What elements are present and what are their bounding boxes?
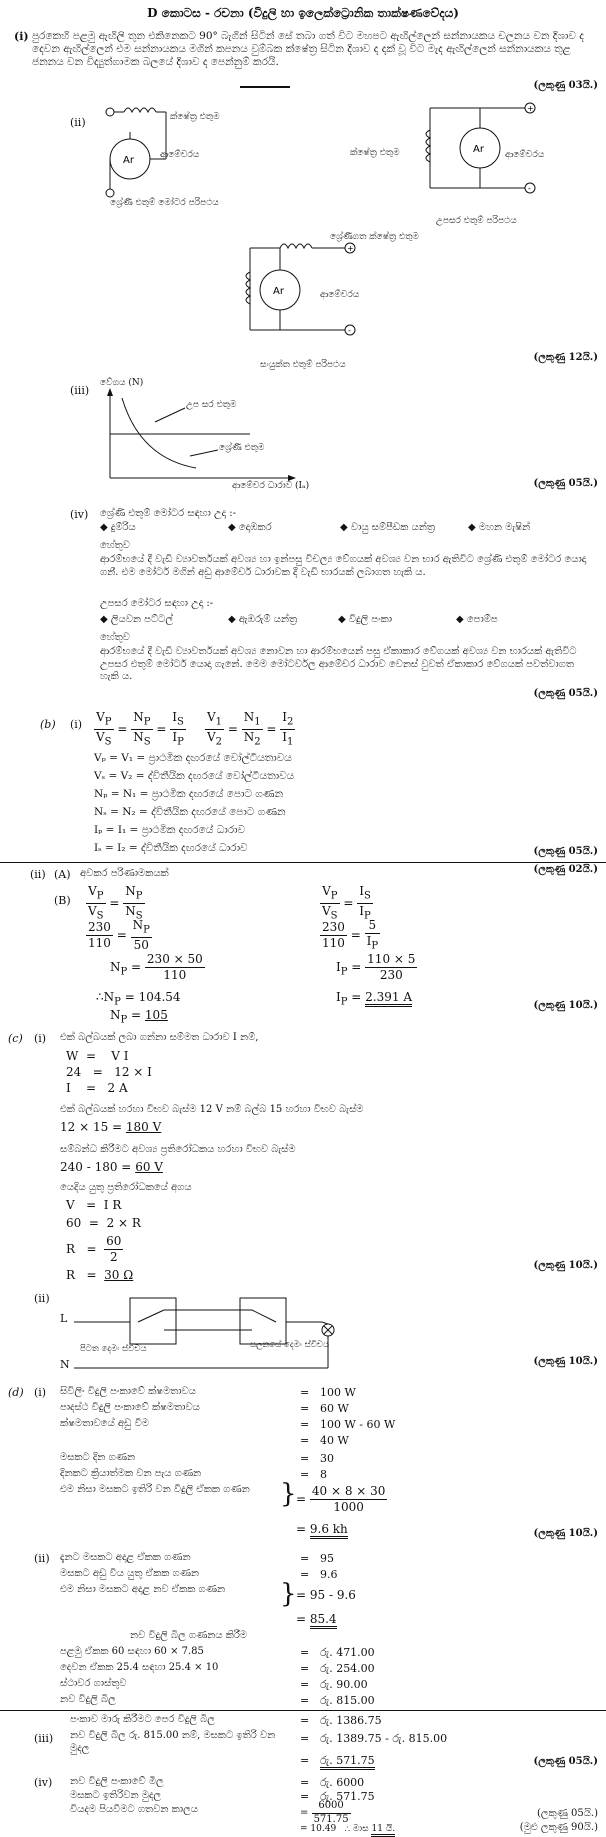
question-number: (ii) (30, 868, 46, 881)
example-item: ◆ දුම්රිය (100, 522, 136, 533)
data-row-label: දැනට මසකට අදාළ ඒකක ගණන (60, 1552, 191, 1563)
question-number: (iv) (70, 508, 89, 521)
two-way-switch-1 (130, 1298, 176, 1344)
marks-label: (ලකුණු 05යි.) (533, 846, 598, 857)
equals: = (300, 1790, 310, 1803)
ohm-calc: 60 = 2 × R (66, 1216, 141, 1230)
armature-label: ආමේචරය (320, 290, 360, 300)
marks-label: (ලකුණු 12යි.) (533, 352, 598, 363)
bill-row-value: රු. 90.00 (320, 1678, 368, 1691)
answer-text: අවකර පරිණාමකයක් (80, 868, 169, 879)
page-title: D කොටස - රචනා (විදුලි හා ඉලෙක්ට්‍රොනික තාක්ෂණවේදය) (147, 6, 459, 20)
brace: } (280, 1479, 297, 1509)
total-marks-label: (මුළු ලකුණු 90යි.) (519, 1822, 598, 1833)
bill-row-value: රු. 254.00 (320, 1662, 375, 1675)
series-field-coil (280, 244, 312, 248)
calc-step: $\frac{230}{110}$ = $\frac{5}{I_P}$ (322, 918, 379, 952)
marks-label: (ලකුණු 05යි.) (533, 688, 598, 699)
marks-label: (ලකුණු 05යි.) (533, 1756, 598, 1767)
live-label: L (60, 1312, 68, 1325)
question-number: (iii) (70, 384, 90, 397)
calc-step: $N_P$ = $\frac{230 \times 50}{110}$ (110, 952, 203, 982)
data-row-label: මසකට අඩු විය යුතු ඒකක ගණන (60, 1568, 200, 1579)
equals: = (300, 1646, 310, 1659)
data-row-label: නව විදුලි බිල රු. 815.00 නම්, මසකට ඉතිරි වන මුදල (70, 1730, 276, 1754)
reason-heading: හේතුව (100, 540, 130, 551)
explanation-line: යෙදිය යුතු ප්‍රතිරෝධකයේ අගය (60, 1182, 192, 1193)
marks-label: (ලකුණු 10යි.) (533, 1000, 598, 1011)
definition-line: Vₛ = V₂ = ද්විතීයික දඟරයේ වෝල්ටීයතාවය (94, 770, 295, 782)
bill-row-label: පළමු ඒකක 60 සඳහා 60 × 7.85 (60, 1646, 204, 1657)
equals: = (300, 1678, 310, 1691)
series-curve-label: ශ්‍රේණි එතුම (219, 443, 265, 453)
calc-step: $\frac{V_P}{V_S}$ = $\frac{I_S}{I_P}$ (322, 884, 371, 922)
diagram-caption: ශ්‍රේණි එතුම් මෝටර පරිපථය (110, 198, 219, 208)
calc-result: $N_P = 105$ (110, 1008, 168, 1026)
field-coil-label: ශ්‍රේණිගත ක්ෂේත්‍ර එතුම (330, 232, 419, 242)
diagram-caption: සංයුක්ත එතුම් පරිපථය (260, 360, 346, 370)
data-row-value: 40 W (320, 1434, 349, 1447)
bill-row-label: ස්ථාවර ගාස්තුව (60, 1678, 127, 1689)
calc-step: $I_P$ = $\frac{110 \times 5}{230}$ (336, 952, 416, 982)
field-coil (124, 108, 156, 112)
data-row-label: පංකාව මාරු කිරීමට පෙර විදුලි බිල (70, 1714, 215, 1725)
bill-row-label: නව විදුලි බිල (60, 1694, 116, 1705)
example-item: ◆ ඇඹරුම් යන්ත්‍ර (228, 614, 298, 625)
data-row-value: රු. 1386.75 (320, 1714, 382, 1727)
definition-line: Iₛ = I₂ = ද්විතීයික දඟරයේ ධාරාව (94, 842, 248, 854)
field-coil-label: ක්ෂේත්‍ර එතුම (170, 112, 220, 122)
diagram-caption: උපසර එතුම් පරිපථය (436, 216, 517, 226)
two-way-switch-2 (240, 1298, 286, 1344)
data-row-label: මසකට දින ගණන (60, 1452, 136, 1463)
example-item: ◆ පොම්ප (456, 614, 498, 625)
question-number: (i) (34, 1386, 47, 1399)
calc-result: $I_P = 2.391$ A (336, 990, 413, 1008)
switch-label: පිටත දෙමං ස්විචය (80, 1344, 147, 1354)
example-item: ◆ වායු සම්පීඩක යන්ත්‍ර (340, 522, 436, 533)
ohm-result: R = 30 Ω (66, 1268, 134, 1282)
armature-label: ආමේචරය (160, 150, 200, 160)
question-number: (ii) (34, 1552, 50, 1565)
definition-line: Iₚ = I₁ = ප්‍රාථමික දඟරයේ ධාරාව (94, 824, 246, 836)
plus-sign: + (527, 104, 534, 113)
calc-step: රු. 1389.75 - රු. 815.00 (320, 1732, 448, 1745)
intro-text: එක් බල්බයක් ලබා ගන්නා සම්මත ධාරාව I නම්, (60, 1032, 259, 1043)
definition-line: Vₚ = V₁ = ප්‍රාථමික දඟරයේ වෝල්ටීයතාවය (94, 752, 292, 764)
equals: = (300, 1732, 310, 1745)
data-row-label: මසකට ඉතිරිවන මුදල (70, 1790, 162, 1801)
definition-line: Nₚ = N₁ = ප්‍රාථමික දඟරයේ පොට ගණන (94, 788, 284, 800)
marks-label: (ලකුණු 02යි.) (533, 864, 598, 875)
question-number: (i) (70, 718, 83, 731)
ohm-calc: R = $\frac{60}{2}$ (66, 1234, 122, 1264)
definition-line: Nₛ = N₂ = ද්විතීයික දඟරයේ පොට ගණන (94, 806, 286, 818)
marks-label: (ලකුණු 10යි.) (533, 1528, 598, 1539)
bill-heading: නව විදුලි බිල ගණනය කිරීම (130, 1630, 248, 1641)
calc-step: = $\frac{40 \times 8 \times 30}{1000}$ (296, 1484, 386, 1514)
reason-paragraph: ආරම්භයේ දී වැඩි ව්‍යාවර්තයක් අවශ්‍ය හා ඉන්පසු විචල්‍ය වේගයක් අවශ්‍ය වන භාර ඇතිවිට ශ්‍රේණි එතුම් මෝටර යොදා ගනී. එම මෝටර් මගින් අඩු ආමේචර් ධාරාවක දී වැඩි භාරයක් ලබාගත හැකි ය. (100, 554, 587, 578)
x-axis-label: ආමේචර ධාරාව (Iₐ) (232, 481, 310, 491)
marks-label: (ලකුණු 10යි.) (533, 1356, 598, 1367)
question-number: (i) (14, 30, 29, 43)
data-row-label: එම නිසා මසකට ඉතිරි වන විදුලි ඒකක ගණන (60, 1484, 250, 1495)
data-row-label: දිනකට ක්‍රියාත්මක වන පැය ගණන (60, 1468, 202, 1479)
calc-result: 12 × 15 = 180 V (60, 1120, 162, 1134)
speed-current-graph (100, 382, 300, 487)
data-row-label: වියදම පියවීමට ගතවන කාලය (70, 1804, 198, 1815)
neutral-label: N (60, 1358, 70, 1371)
divider (240, 86, 290, 88)
shunt-field-coil (246, 272, 250, 304)
marks-label: (ලකුණු 05යි.) (536, 1808, 598, 1819)
data-row-value: 95 (320, 1552, 334, 1565)
field-coil-label: ක්ෂේත්‍ර එතුම (350, 148, 400, 158)
brace: } (280, 1579, 297, 1609)
calc-step: = 95 - 9.6 (296, 1588, 356, 1602)
data-row-value: 9.6 (320, 1568, 338, 1581)
bill-row-value: රු. 815.00 (320, 1694, 375, 1707)
section-heading: ශ්‍රේණි එතුම් මෝටර සඳහා උදා :- (100, 508, 236, 519)
field-coil (426, 130, 430, 162)
example-item: ◆ දොඹකර (228, 522, 272, 533)
armature-label: Ar (123, 155, 134, 166)
marks-label: (ලකුණු 03යි.) (533, 80, 598, 91)
example-item: ◆ මහන මැෂින් (468, 522, 531, 533)
data-row-label: නව විදුලි පංකාවේ මිල (70, 1776, 164, 1787)
bill-row-value: රු. 471.00 (320, 1646, 375, 1659)
divider (0, 862, 606, 863)
question-number: (ii) (70, 116, 86, 129)
data-row-label: සිවිලිං විදුලි පංකාවේ ක්ෂමතාවය (60, 1386, 196, 1397)
plus-sign: + (347, 244, 354, 253)
example-item: ◆ විදුලි පංකා (338, 614, 393, 625)
sub-label: (A) (54, 868, 71, 881)
equals: = (300, 1386, 310, 1399)
data-row-value: 100 W (320, 1386, 356, 1399)
equals: = (300, 1452, 310, 1465)
calc-result: = 10.49 ∴ මාස 11 යි. (300, 1824, 395, 1835)
equals: = (300, 1434, 310, 1447)
calc-step: $\frac{V_P}{V_S}$ = $\frac{N_P}{N_S}$ (88, 884, 143, 922)
answer-paragraph: පුරකෙහි පළමු ඇඟිලි තුන එකිනෙකට 90° බැගින් සිටින් සේ තබා ගත් විට මහපට ඇඟිල්ලෙන් සන්නායකය චලනය වන දිශාව ද දෙවන ඇඟිල්ලෙන් එම සන්නායකය මගින් කපනය වුම්බක ක්ෂේත්‍ර සිටින දිශාව ද දක් වූ විට මැද ඇඟිල්ලෙන් සන්නායකය තුළ ජනනය වන විද්‍යුත්ගාමක බලයේ දිශාව ද පෙන්නුම් කරයි. (32, 30, 584, 69)
power-calc: W = V I 24 = 12 × I I = 2 A (66, 1049, 152, 1096)
question-number: (i) (34, 1032, 47, 1045)
part-label: (d) (8, 1386, 24, 1399)
equals: = (300, 1568, 310, 1581)
switch-label: සලනයේ දෙමං ස්විචය (250, 1340, 330, 1350)
armature-label: Ar (273, 286, 284, 297)
equals: = (300, 1402, 310, 1415)
equals: = (300, 1714, 310, 1727)
data-row-value: 100 W - 60 W (320, 1418, 396, 1431)
question-number: (iv) (34, 1776, 53, 1789)
question-number: (ii) (34, 1292, 50, 1305)
equals: = (300, 1662, 310, 1675)
calc-step: $\therefore N_P = 104.54$ (96, 990, 181, 1008)
calc-result: 240 - 180 = 60 V (60, 1160, 163, 1174)
minus-sign: - (348, 326, 351, 335)
data-row-label: පාදස්ථ විදුලි පංකාවේ ක්ෂමතාවය (60, 1402, 200, 1413)
example-item: ◆ ලියවන පට්ටල් (100, 614, 173, 625)
data-row-value: 8 (320, 1468, 327, 1481)
calc-result: = 9.6 kh (296, 1522, 348, 1537)
label-pointer (155, 408, 185, 422)
marks-label: (ලකුණු 05යි.) (533, 478, 598, 489)
marks-label: (ලකුණු 10යි.) (533, 1260, 598, 1271)
armature-label: ආමේචරය (505, 150, 545, 160)
data-row-label: එම නිසා මසකට අදාළ නව ඒකක ගණන (60, 1584, 226, 1595)
part-label: (b) (40, 718, 56, 731)
equals: = (300, 1418, 310, 1431)
data-row-value: රු. 571.75 (320, 1790, 375, 1803)
y-axis-label: වේගය (N) (100, 378, 144, 388)
shunt-curve-label: උප සර එතුම (186, 400, 237, 410)
data-row-label: ක්ෂමතාවයේ අඩු වීම (60, 1418, 149, 1429)
data-row-value: 30 (320, 1452, 334, 1465)
two-way-switch-circuit (60, 1292, 360, 1382)
minus-sign: - (528, 184, 531, 193)
reason-paragraph: ආරම්භයේ දී වැඩි ව්‍යාවර්තයක් අවශ්‍ය නොවන හා ආරම්භයෙන් පසු ඒකාකාර වේගයක් අවශ්‍ය වන භාරයක් ඇතිවිට උපසර එතුම් මෝටර් යොදා ගැනේ. මෙම මෝටර්වල ආමේචර ධාරාව වෙනස් වුවත් ඒකාකාර වේගයක් පවත්වාගත හැකි ය. (100, 646, 577, 682)
bill-row-label: දෙවන ඒකක 25.4 සඳහා 25.4 × 10 (60, 1662, 219, 1673)
explanation-line: එක් බල්බයක් හරහා විභව බැස්ම 12 V නම් බල්බ 15 හරහා විභව බැස්ම (60, 1104, 364, 1115)
label-pointer (190, 450, 218, 456)
calc-step: $\frac{230}{110}$ = $\frac{N_P}{50}$ (88, 918, 150, 952)
terminal (106, 189, 114, 197)
question-number: (iii) (34, 1732, 54, 1745)
section-heading: උපසර මෝටර සඳහා උදා :- (100, 598, 214, 609)
data-row-value: රු. 6000 (320, 1776, 365, 1789)
reason-heading: හේතුව (100, 632, 130, 643)
data-row-value: 60 W (320, 1402, 349, 1415)
equals: = (300, 1694, 310, 1707)
ohm-calc: V = I R (66, 1198, 122, 1212)
divider (0, 1710, 606, 1711)
part-label: (c) (8, 1032, 23, 1045)
equals: = (300, 1754, 310, 1767)
explanation-line: සම්බන්ධ කිරීමට අවශ්‍ය ප්‍රතිරෝධකය හරහා විභව බැස්ම (60, 1144, 296, 1155)
equals: = (300, 1468, 310, 1481)
calc-result: රු. 571.75 (320, 1754, 375, 1768)
armature-label: Ar (473, 144, 484, 155)
calc-step: = $\frac{6000}{571.75}$ (300, 1800, 349, 1825)
equals: = (300, 1776, 310, 1789)
transformer-ratio-equation: $\frac{V_P}{V_S}$ = $\frac{N_P}{N_S}$ = $\frac{I_S}{I_P}$ $\frac{V_1}{V_2}$ = $\frac{N_1}{N_2}$ = $\frac{I_2}{I_1}$ (96, 710, 294, 748)
equals: = (300, 1552, 310, 1565)
sub-label: (B) (54, 894, 71, 907)
calc-result: = 85.4 (296, 1612, 337, 1627)
